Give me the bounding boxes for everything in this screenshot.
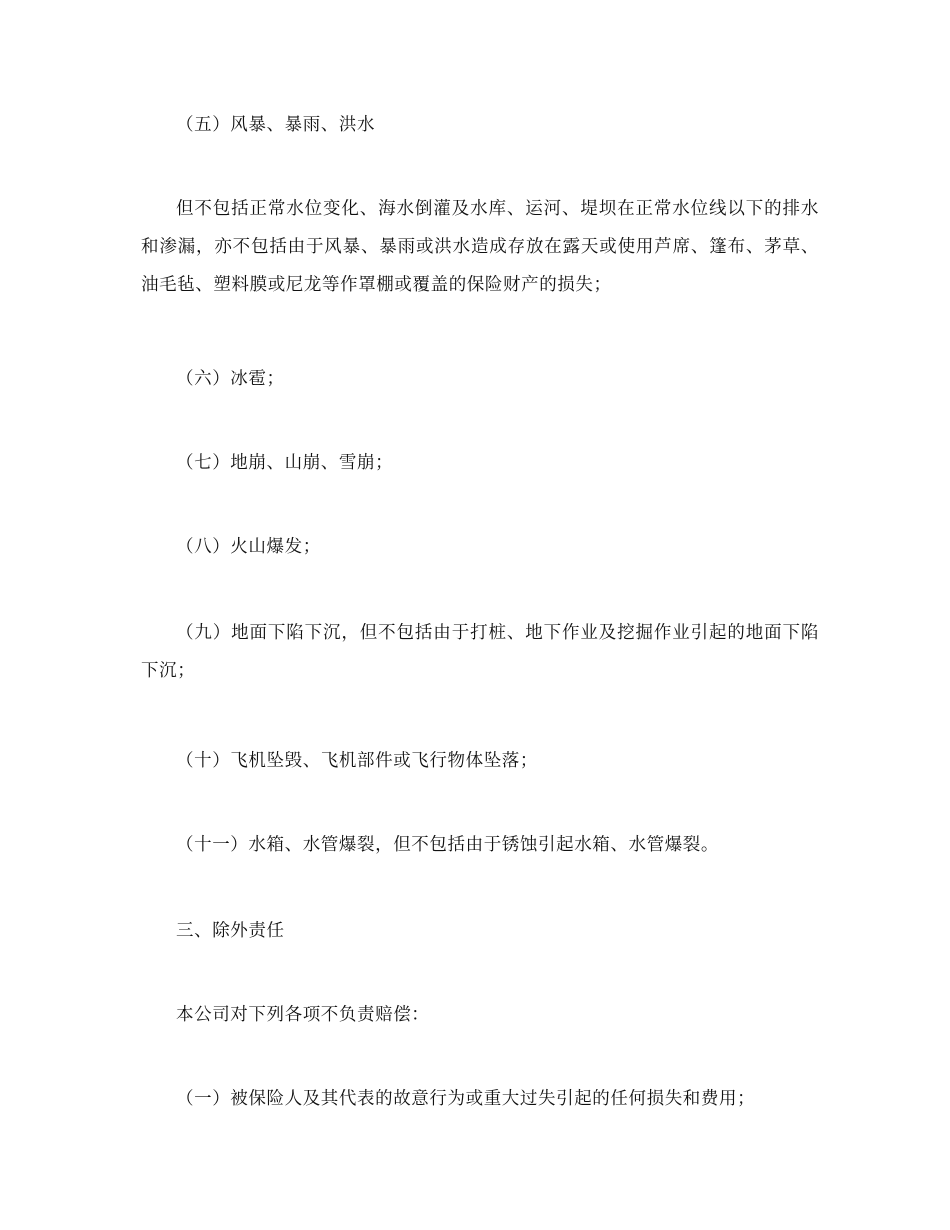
paragraph-exclusion-1: （一）被保险人及其代表的故意行为或重大过失引起的任何损失和费用； [176, 1089, 756, 1109]
section-heading-exclusions: 三、除外责任 [176, 921, 285, 941]
paragraph-item-11: （十一）水箱、水管爆裂，但不包括由于锈蚀引起水箱、水管爆裂。 [176, 835, 719, 855]
paragraph-item-8: （八）火山爆发； [176, 537, 321, 557]
paragraph-item-9: （九）地面下陷下沉，但不包括由于打桩、地下作业及挖掘作业引起的地面下陷下沉； [141, 623, 819, 681]
paragraph-item-5: （五）风暴、暴雨、洪水 [176, 115, 376, 135]
paragraph-item-6: （六）冰雹； [176, 369, 285, 389]
paragraph-item-7: （七）地崩、山崩、雪崩； [176, 453, 394, 473]
paragraph-exclusions-intro: 本公司对下列各项不负责赔偿： [176, 1005, 430, 1025]
paragraph-item-10: （十）飞机坠毁、飞机部件或飞行物体坠落； [176, 751, 538, 771]
paragraph-item-5-exclusion: 但不包括正常水位变化、海水倒灌及水库、运河、堤坝在正常水位线以下的排水和渗漏，亦不包括由于风暴、暴雨或洪水造成存放在露天或使用芦席、篷布、茅草、油毛毡、塑料膜或尼龙等作罩棚或覆盖的保险财产的损失； [141, 199, 819, 295]
